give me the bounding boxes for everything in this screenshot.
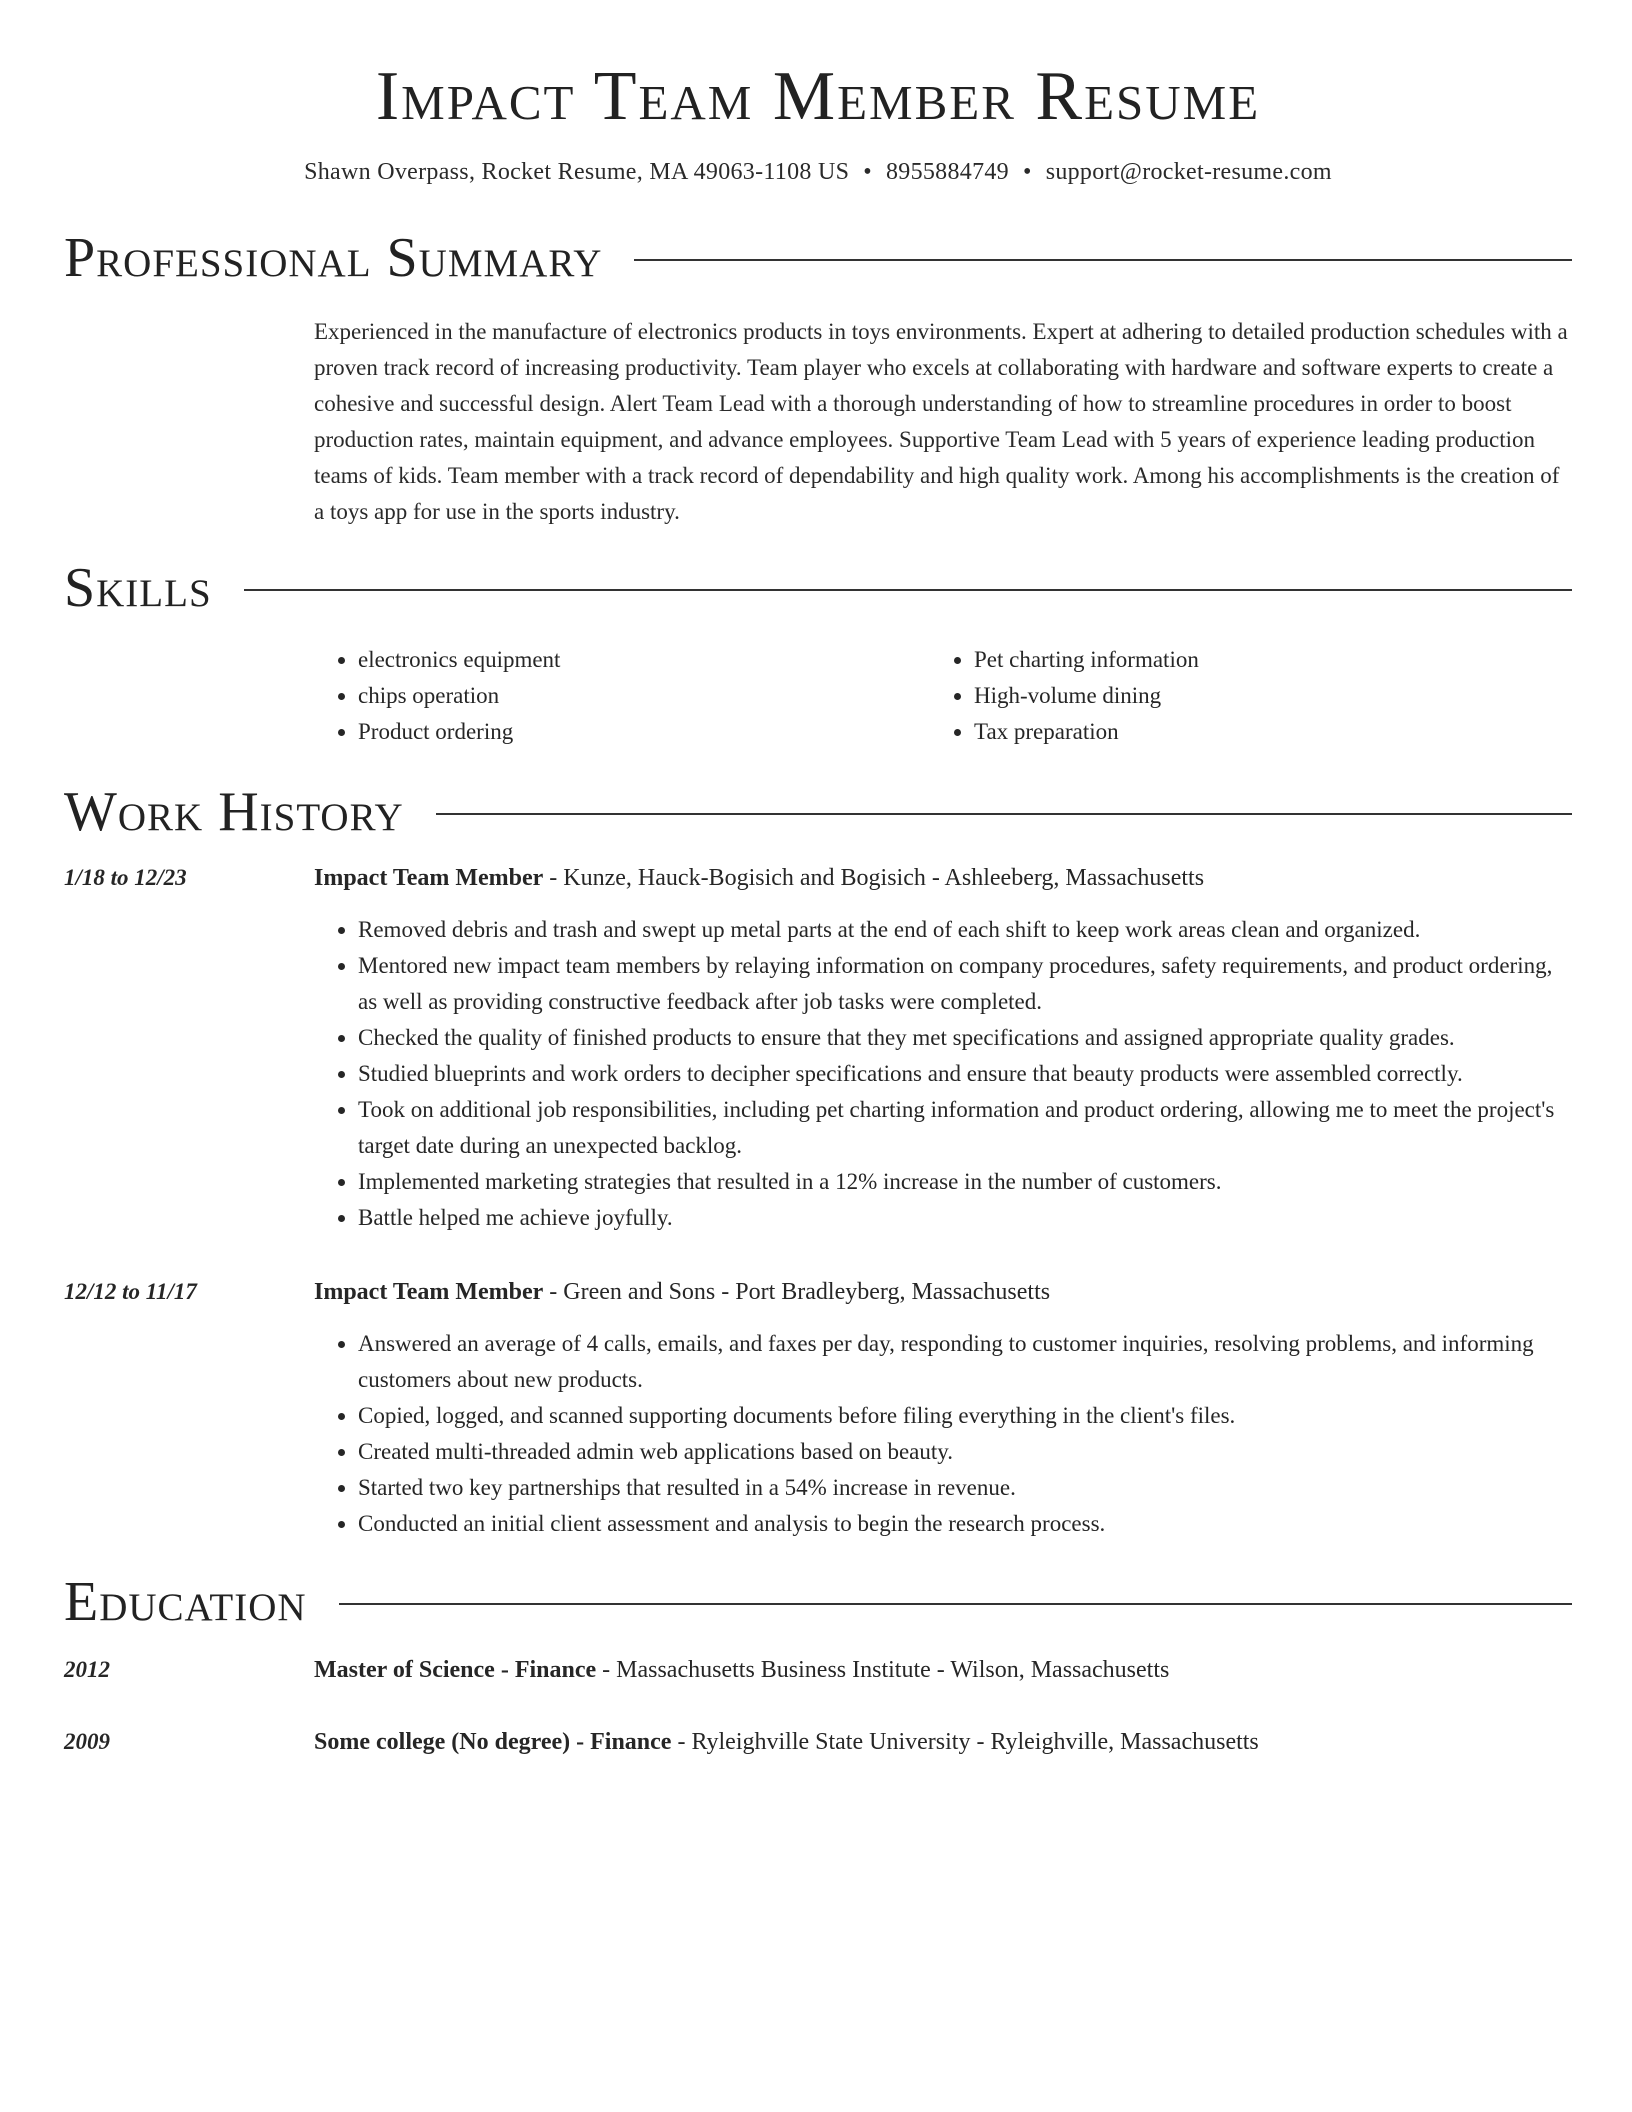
summary-text: Experienced in the manufacture of electronics products in toys environments. Expert at adhering to detailed production schedules with a proven track record of increasing productivity. Team player who excels at collaborating with hardware and software experts to create a cohesive and successful design. Alert Team Lead with a thorough understanding of how to streamline procedures in order to boost production rates, maintain equipment, and advance employees. Supportive Team Lead with 5 years of experience leading production teams of kids. Team member with a track record of dependability and high quality work. Among his accomplishments is the creation of a toys app for use in the sports industry. [314,319,1568,524]
skill-item: • Product ordering [358,714,930,750]
education-details: - Ryleighville State University - Ryleighville, Massachusetts [671,1729,1259,1755]
skills-section-header [64,557,1572,619]
education-section-header [64,1571,1572,1633]
summary-heading: Professional Summary [64,227,603,289]
contact-line [64,159,1572,186]
job-details: - Green and Sons - Port Bradleyberg, Massachusetts [543,1279,1051,1305]
skill-item: • Pet charting information [974,642,1199,678]
education-degree: Some college (No degree) - Finance [314,1729,672,1755]
contact-address: Shawn Overpass, Rocket Resume, MA 49063-1108 US [304,159,850,185]
skills-column-left [314,642,930,750]
skills-column-right [930,642,1199,750]
job-bullet: • Removed debris and trash and swept up metal parts at the end of each shift to keep work areas clean and organized. [358,912,1572,948]
contact-phone: 8955884749 [885,159,1009,185]
contact-separator: • [1022,159,1032,185]
job-entry [64,1274,1572,1542]
job-body [314,860,1572,1236]
job-bullet: • Battle helped me achieve joyfully. [358,1200,1572,1236]
job-bullet: • Created multi-threaded admin web applications based on beauty. [358,1434,1572,1470]
work-section-header [64,781,1572,843]
education-heading: Education [64,1571,307,1633]
job-bullet: • Studied blueprints and work orders to decipher specifications and ensure that beauty products were assembled correctly. [358,1056,1572,1092]
job-dates: 12/12 to 11/17 [64,1279,197,1304]
job-bullet: • Conducted an initial client assessment and analysis to begin the research process. [358,1506,1572,1542]
skills-list [314,642,1572,750]
education-entry [64,1652,1572,1688]
education-entry [64,1724,1572,1760]
skill-item: • Tax preparation [974,714,1199,750]
education-degree: Master of Science - Finance [314,1657,597,1683]
resume-page [64,0,1572,1760]
job-bullet: • Took on additional job responsibilities, including pet charting information and product ordering, allowing me to meet the project's target date during an unexpected backlog. [358,1092,1572,1164]
skill-item: • High-volume dining [974,678,1199,714]
section-divider [436,813,1572,815]
education-details: - Massachusetts Business Institute - Wilson, Massachusetts [596,1657,1170,1683]
skills-heading: Skills [64,557,212,619]
page-title: Impact Team Member Resume [375,58,1261,135]
job-details: - Kunze, Hauck-Bogisich and Bogisich - Ashleeberg, Massachusetts [543,865,1205,891]
section-divider [339,1603,1572,1605]
job-bullet: • Answered an average of 4 calls, emails, and faxes per day, responding to customer inquiries, resolving problems, and informing customers about new products. [358,1326,1572,1398]
job-body [314,1274,1572,1542]
job-heading [314,1274,1572,1310]
job-entry [64,860,1572,1236]
job-bullet: • Mentored new impact team members by relaying information on company procedures, safety requirements, and product ordering, as well as providing constructive feedback after job tasks were completed. [358,948,1572,1020]
job-bullets [314,912,1572,1236]
contact-email: support@rocket-resume.com [1045,159,1332,185]
job-bullet: • Checked the quality of finished products to ensure that they met specifications and assigned appropriate quality grades. [358,1020,1572,1056]
job-title: Impact Team Member [314,1279,544,1305]
education-year: 2009 [64,1729,110,1754]
job-title: Impact Team Member [314,865,544,891]
contact-separator: • [863,159,872,185]
section-divider [634,259,1572,261]
section-divider [244,589,1572,591]
job-heading [314,860,1572,896]
job-bullet: • Started two key partnerships that resulted in a 54% increase in revenue. [358,1470,1572,1506]
skill-item: • electronics equipment [358,642,930,678]
job-bullet: • Implemented marketing strategies that resulted in a 12% increase in the number of customers. [358,1164,1572,1200]
job-bullets [314,1326,1572,1542]
job-dates: 1/18 to 12/23 [64,865,187,890]
education-year: 2012 [64,1657,110,1682]
education-body [314,1724,1572,1760]
work-heading: Work History [64,781,404,843]
skill-item: • chips operation [358,678,930,714]
education-body [314,1652,1572,1688]
job-bullet: • Copied, logged, and scanned supporting documents before filing everything in the client's files. [358,1398,1572,1434]
summary-section-header [64,227,1572,289]
